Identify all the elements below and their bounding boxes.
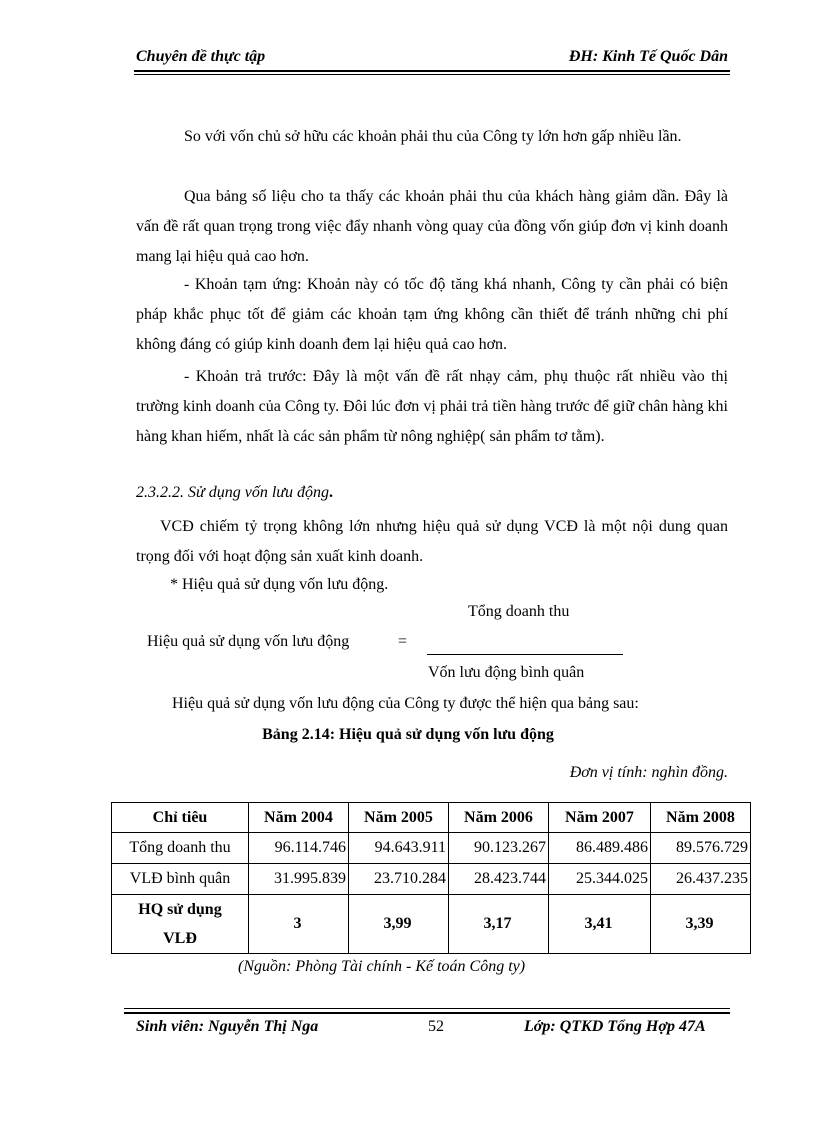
table-caption: Bảng 2.14: Hiệu quả sử dụng vốn lưu động [262, 726, 554, 743]
footer-rule-thin [124, 1008, 730, 1009]
formula-denominator: Vốn lưu động bình quân [428, 664, 585, 681]
section-heading [136, 484, 333, 502]
paragraph-3: - Khoản tạm ứng: Khoản này có tốc độ tăng khá nhanh, Công ty cần phải có biện pháp khắc phục tốt để giảm các khoản tạm ứng không cần thiết để tránh những chi phí không đáng có giúp kinh doanh đem lại hiệu quả cao hơn. [136, 276, 728, 353]
paragraph-2: Qua bảng số liệu cho ta thấy các khoản phải thu của khách hàng giảm dần. Đây là vấn đề rất quan trọng trong việc đẩy nhanh vòng quay của đồng vốn giúp đơn vị kinh doanh mang lại hiệu quả cao hơn. [136, 188, 728, 265]
table-cell: 3,41 [549, 895, 651, 954]
bullet-text: * Hiệu quả sử dụng vốn lưu động. [170, 576, 389, 593]
table-cell: 28.423.744 [449, 864, 549, 895]
footer-class: Lớp: QTKD Tổng Hợp 47A [524, 1018, 706, 1035]
footer-student: Sinh viên: Nguyễn Thị Nga [136, 1018, 319, 1035]
page-header [136, 48, 728, 68]
table-cell: 3,39 [651, 895, 751, 954]
page-number: 52 [428, 1018, 444, 1035]
table-cell: 23.710.284 [349, 864, 449, 895]
paragraph-1: So với vốn chủ sở hữu các khoản phải thu của Công ty lớn hơn gấp nhiều lần. [184, 128, 682, 145]
header-rule [134, 70, 730, 72]
table-row [112, 864, 751, 895]
header-cell: Năm 2007 [549, 803, 651, 833]
table-row-hq [112, 895, 751, 954]
table-cell: 25.344.025 [549, 864, 651, 895]
row-label: Tổng doanh thu [112, 833, 249, 864]
table-cell: 3,17 [449, 895, 549, 954]
header-rule-thin [134, 74, 730, 75]
table-row [112, 833, 751, 864]
table-cell: 3 [249, 895, 349, 954]
row-label: VLĐ bình quân [112, 864, 249, 895]
row-label-hq [112, 895, 249, 954]
formula-numerator: Tổng doanh thu [468, 603, 570, 620]
header-cell: Năm 2005 [349, 803, 449, 833]
table-cell: 90.123.267 [449, 833, 549, 864]
table-header-row [112, 803, 751, 833]
header-cell: Năm 2008 [651, 803, 751, 833]
header-right: ĐH: Kinh Tế Quốc Dân [568, 48, 728, 65]
formula-fraction-line [427, 654, 623, 655]
table-source: (Nguồn: Phòng Tài chính - Kế toán Công ty) [238, 958, 526, 975]
paragraph-4: - Khoản trả trước: Đây là một vấn đề rất nhạy cảm, phụ thuộc rất nhiều vào thị trường kinh doanh của Công ty. Đôi lúc đơn vị phải trả tiền hàng trước để giữ chân hàng khi hàng khan hiếm, nhất là các sản phẩm từ nông nghiệp( sản phẩm tơ tằm). [136, 368, 728, 445]
efficiency-table [111, 802, 751, 954]
table-cell: 94.643.911 [349, 833, 449, 864]
header-left: Chuyên đề thực tập [136, 48, 266, 65]
table-cell: 26.437.235 [651, 864, 751, 895]
formula-lhs: Hiệu quả sử dụng vốn lưu động [147, 633, 350, 650]
table-cell: 86.489.486 [549, 833, 651, 864]
table-cell: 96.114.746 [249, 833, 349, 864]
header-cell: Chỉ tiêu [112, 803, 249, 833]
header-cell: Năm 2006 [449, 803, 549, 833]
header-cell: Năm 2004 [249, 803, 349, 833]
row-label-hq-line2: VLĐ [163, 930, 197, 947]
formula-equals: = [398, 633, 408, 650]
section-title: 2.3.2.2. Sử dụng vốn lưu động [136, 484, 329, 501]
table-cell: 3,99 [349, 895, 449, 954]
table-cell: 31.995.839 [249, 864, 349, 895]
table-cell: 89.576.729 [651, 833, 751, 864]
section-period: . [329, 484, 333, 501]
table-intro: Hiệu quả sử dụng vốn lưu động của Công ty được thể hiện qua bảng sau: [172, 695, 639, 712]
row-label-hq-line1: HQ sử dụng [138, 901, 222, 918]
unit-label: Đơn vị tính: nghìn đồng. [569, 764, 728, 781]
section-paragraph: VCĐ chiếm tỷ trọng không lớn nhưng hiệu quả sử dụng VCĐ là một nội dung quan trọng đối với hoạt động sản xuất kinh doanh. [136, 518, 728, 565]
footer-rule [124, 1012, 730, 1014]
